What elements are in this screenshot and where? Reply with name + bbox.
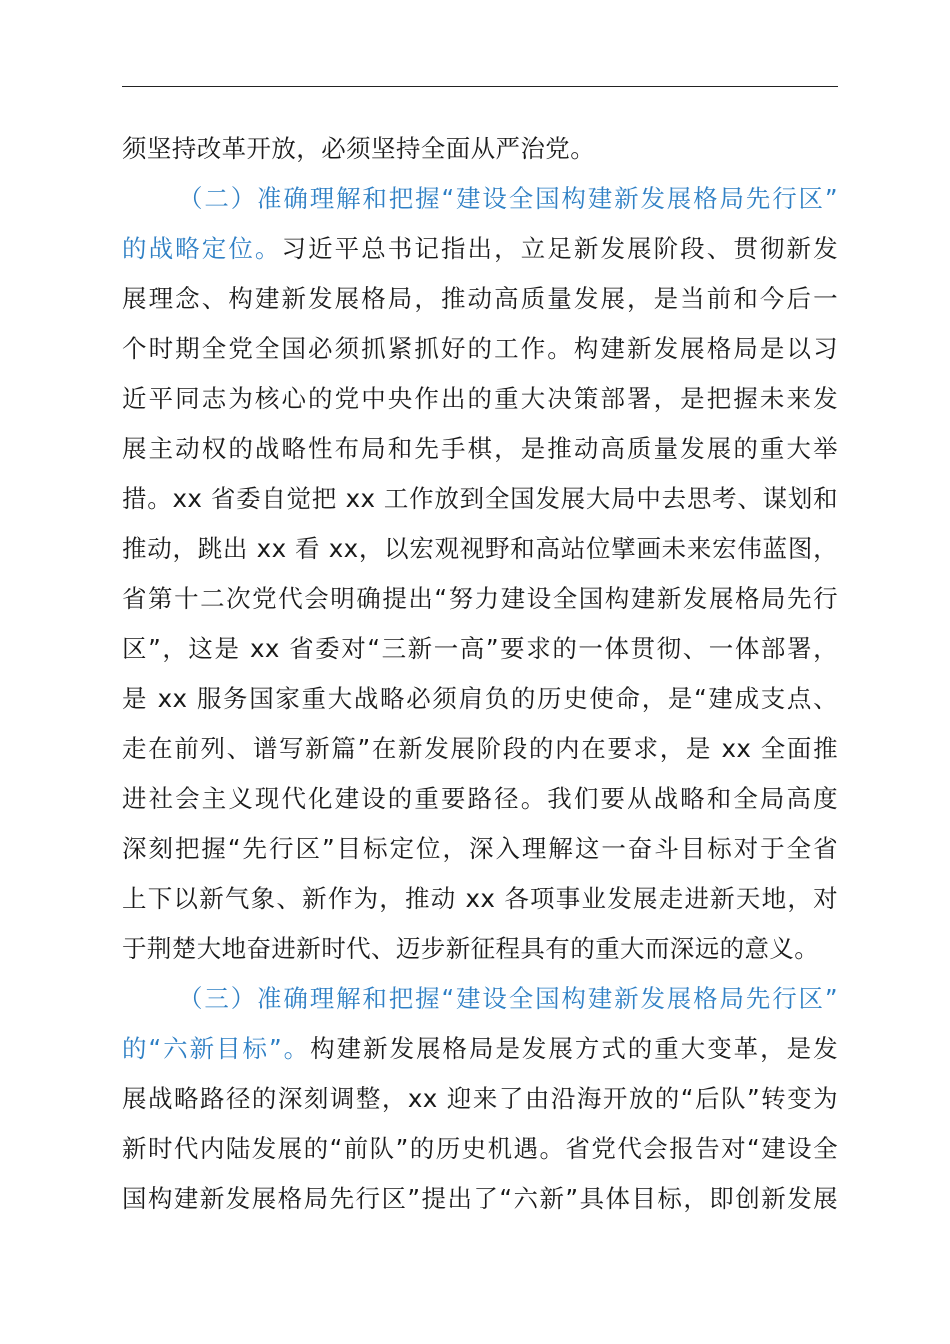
- text-line: [122, 824, 838, 874]
- text-line: [122, 774, 838, 824]
- line-text: 国构建新发展格局先行区”提出了“六新”具体目标，即创新发展: [122, 1184, 838, 1213]
- line-text: 省第十二次党代会明确提出“努力建设全国构建新发展格局先行: [122, 584, 838, 613]
- text-line: [122, 474, 838, 524]
- header-rule: [122, 86, 838, 87]
- line-text: 个时期全党全国必须抓紧抓好的工作。构建新发展格局是以习: [122, 334, 838, 363]
- text-line: [122, 274, 838, 324]
- line-text: 上下以新气象、新作为，推动 xx 各项事业发展走进新天地，对: [122, 884, 838, 913]
- line-text: 进社会主义现代化建设的重要路径。我们要从战略和全局高度: [122, 784, 838, 813]
- line-text: 推动，跳出 xx 看 xx，以宏观视野和高站位擘画未来宏伟蓝图，: [122, 534, 838, 563]
- text-line: [122, 1124, 838, 1174]
- line-text: 须坚持改革开放，必须坚持全面从严治党。: [122, 134, 596, 163]
- text-line: [122, 624, 838, 674]
- text-line: [122, 1074, 838, 1124]
- heading-text: （二）准确理解和把握“建设全国构建新发展格局先行区”: [178, 184, 838, 213]
- section-heading-3: [122, 974, 838, 1024]
- text-line: [122, 724, 838, 774]
- body-text: [122, 124, 838, 1224]
- line-text: 于荆楚大地奋进新时代、迈步新征程具有的重大而深远的意义。: [122, 934, 820, 963]
- line-text: 新时代内陆发展的“前队”的历史机遇。省党代会报告对“建设全: [122, 1134, 838, 1163]
- section-heading-2: [122, 174, 838, 224]
- text-line: [122, 674, 838, 724]
- line-text: 展理念、构建新发展格局，推动高质量发展，是当前和今后一: [122, 284, 838, 313]
- text-line: [122, 324, 838, 374]
- text-line: [122, 524, 838, 574]
- text-line: [122, 124, 838, 174]
- line-text: 近平同志为核心的党中央作出的重大决策部署，是把握未来发: [122, 384, 838, 413]
- text-line: [122, 924, 838, 974]
- heading-text: 的“六新目标”。: [122, 1034, 311, 1063]
- text-line: [122, 874, 838, 924]
- heading-text: 的战略定位。: [122, 234, 282, 263]
- text-line: [122, 574, 838, 624]
- text-line: [122, 374, 838, 424]
- line-text: 深刻把握“先行区”目标定位，深入理解这一奋斗目标对于全省: [122, 834, 838, 863]
- line-text: 习近平总书记指出，立足新发展阶段、贯彻新发: [281, 234, 838, 263]
- line-text: 构建新发展格局是发展方式的重大变革，是发: [310, 1034, 838, 1063]
- line-text: 措。xx 省委自觉把 xx 工作放到全国发展大局中去思考、谋划和: [122, 484, 838, 513]
- text-line: [122, 1024, 838, 1074]
- line-text: 区”，这是 xx 省委对“三新一高”要求的一体贯彻、一体部署，: [122, 634, 838, 663]
- line-text: 走在前列、谱写新篇”在新发展阶段的内在要求，是 xx 全面推: [122, 734, 838, 763]
- text-line: [122, 224, 838, 274]
- text-line: [122, 424, 838, 474]
- line-text: 是 xx 服务国家重大战略必须肩负的历史使命，是“建成支点、: [122, 684, 838, 713]
- line-text: 展主动权的战略性布局和先手棋，是推动高质量发展的重大举: [122, 434, 838, 463]
- line-text: 展战略路径的深刻调整，xx 迎来了由沿海开放的“后队”转变为: [122, 1084, 838, 1113]
- heading-text: （三）准确理解和把握“建设全国构建新发展格局先行区”: [178, 984, 838, 1013]
- text-line: [122, 1174, 838, 1224]
